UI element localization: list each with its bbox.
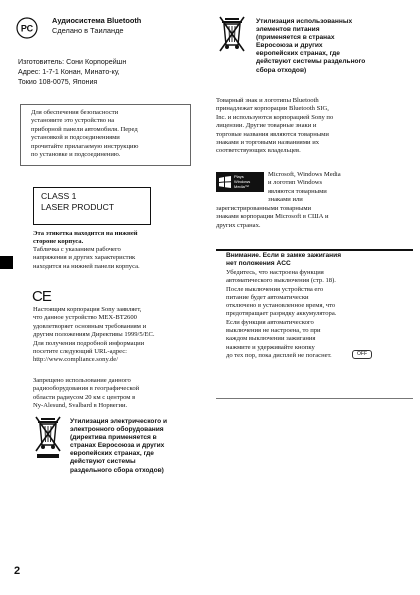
safety-notice-box: Для обеспечения безопасности установите это устройство на приборной панели автомобиля. Перед установкой и подсоединениями прочитайте прилагаемую инструкцию по установке и подсоединению. bbox=[20, 104, 191, 166]
windows-media-logo-icon bbox=[216, 172, 264, 192]
microsoft-trademark-notice-cont: зарегистрированными товарными знаками корпорации Microsoft в США и других странах. bbox=[216, 205, 329, 229]
conformity-declaration: Настоящим корпорация Sony заявляет, что данное устройство MEX-BT2600 удовлетворяет основным требованиям и другим положениям Директивы 1999/5/EC. Для получения подробной информации посетите следующий URL-адрес: http://www.compliance.sony.de/ bbox=[33, 306, 155, 364]
made-in-label: Сделано в Таиланде bbox=[52, 26, 124, 35]
acc-warning-title: Внимание. Если в замке зажигания нет положения ACC bbox=[226, 252, 342, 268]
gost-certification-icon bbox=[16, 17, 38, 39]
off-button-icon: OFF bbox=[352, 350, 372, 359]
manufacturer-info: Изготовитель: Сони Корпорейшн Адрес: 1-7-1 Конан, Минато-ку, Токио 108-0075, Япония bbox=[18, 58, 127, 87]
rating-plate-note: Табличка с указанием рабочего напряжения и других характеристик находится на нижней панели корпуса. bbox=[33, 246, 140, 270]
section-tab-marker bbox=[0, 256, 13, 269]
weee-batteries-title: Утилизация использованных элементов питания (применяется в странах Евросоюза и других европейских странах, где действуют системы раздельного сбора отходов) bbox=[256, 18, 366, 74]
microsoft-trademark-notice: Microsoft, Windows Media и логотип Windows являются товарными знаками или bbox=[268, 171, 341, 204]
acc-warning-body: Убедитесь, что настроена функция автоматического выключения (стр. 18). После выключения устройства его питание будет автоматически отключено в установленное время, что предотвращает разрядку аккумулятора. Если функция автоматического выключения не настроена, то при каждом выключении зажигания нажмите и удерживайте кнопку до тех пор, пока дисплей не погаснет. bbox=[226, 269, 337, 359]
bluetooth-trademark-notice: Товарный знак и логотипы Bluetooth принадлежат корпорации Bluetooth SIG, Inc. и используются корпорацией Sony по лицензии. Другие товарные знаки и торговые названия являются товарными знаками и торговыми названиями их соответствующих владельцев. bbox=[216, 97, 334, 155]
laser-label-note: Эта этикетка находится на нижней стороне корпуса. bbox=[33, 230, 138, 246]
crossed-bin-icon bbox=[32, 413, 64, 459]
product-title: Аудиосистема Bluetooth bbox=[52, 16, 142, 25]
laser-product-label: CLASS 1 LASER PRODUCT bbox=[33, 187, 151, 225]
weee-equipment-title: Утилизация электрического и электронного оборудования (директива применяется в странах Евросоюза и других европейских странах, где действуют системы раздельного сбора отходов) bbox=[70, 418, 168, 474]
windows-media-logo-text: Plays Windows Media™ bbox=[234, 174, 251, 189]
ce-mark: CE bbox=[32, 288, 51, 305]
svg-text:РС: РС bbox=[20, 23, 34, 34]
crossed-bin-battery-icon bbox=[216, 13, 248, 59]
page-number: 2 bbox=[14, 565, 21, 577]
radio-restriction-note: Запрещено использование данного радиооборудования в географической области радиусом 20 км с центром в Ny-Alesund, Svalbard в Норвегии. bbox=[33, 377, 140, 410]
